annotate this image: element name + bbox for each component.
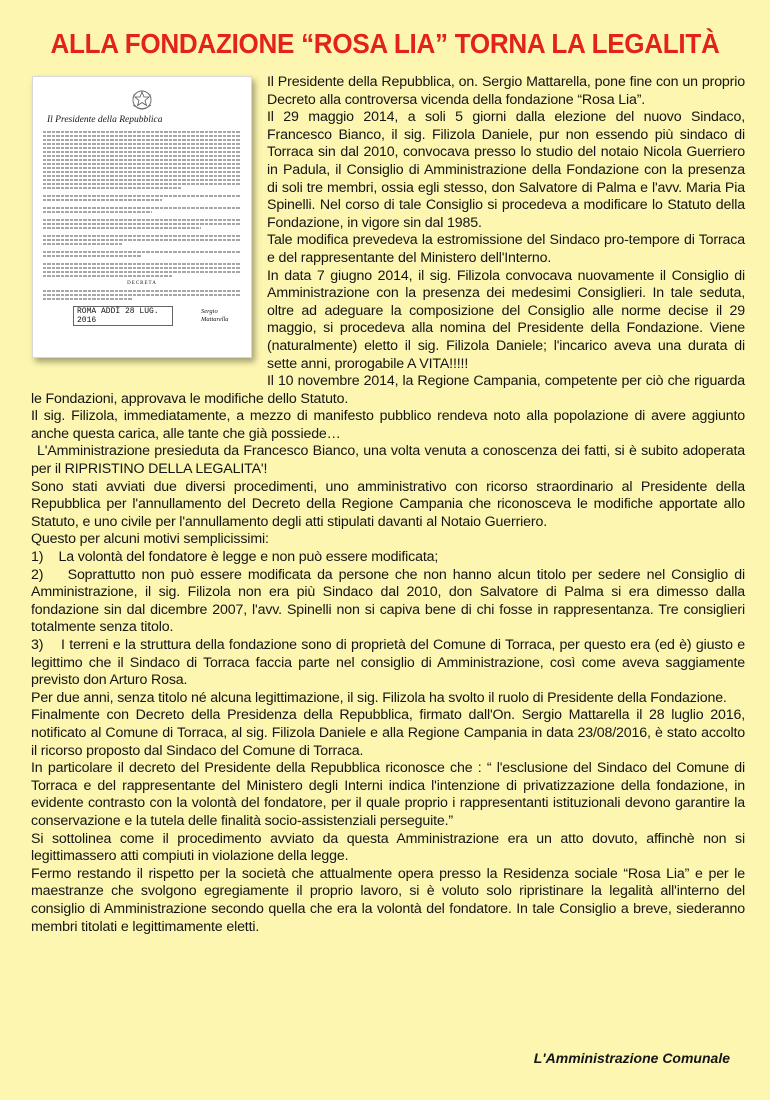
decree-date-stamp: ROMA ADDÌ 28 LUG. 2016 <box>73 306 173 326</box>
paragraph: Finalmente con Decreto della Presidenza della Repubblica, firmato dall'On. Sergio Mattarella il 28 luglio 2016, notificato al Comune di Torraca, al sig. Filizola Daniele e alla Regione Campania in data 23/08/2016, è stato accolto il ricorso proposto dal Sindaco del Comune di Torraca. <box>31 707 745 759</box>
paragraph: L'Amministrazione presieduta da Francesco Bianco, una volta venuta a conoscenza dei fatti, si è subito adoperata per il RIPRISTINO DELLA LEGALITA'! <box>31 443 745 478</box>
paragraph: Il 10 novembre 2014, la Regione Campania, competente per ciò che riguarda le Fondazioni, approvava le modifiche dello Statuto. <box>31 373 745 407</box>
paragraph: In data 7 giugno 2014, il sig. Filizola convocava nuovamente il Consiglio di Amministrazione con la presenza dei medesimi Consiglieri. In tale seduta, oltre ad adeguare la composizione del Consiglio alle norme decise il 29 maggio, si procedeva alla nomina del Presidente della Fondazione. Viene (naturalmente) eletto il sig. Filizola Daniele; l'incarico aveva una durata di sette anni, prorogabile A VITA!!!!! <box>267 267 745 372</box>
paragraph: Questo per alcuni motivi semplicissimi: <box>31 531 269 548</box>
list-item: 3) I terreni e la struttura della fondazione sono di proprietà del Comune di Torraca, per questo era (ed è) giusto e legittimo che il Sindaco di Torraca faccia parte nel consiglio di Amministrazione, così come aveva saggiamente previsto don Arturo Rosa. <box>31 637 749 689</box>
paragraph: Tale modifica prevedeva la estromissione del Sindaco pro-tempore di Torraca e del rappresentante del Ministero dell'Interno. <box>267 232 745 266</box>
paragraph: Sono stati avviati due diversi procedimenti, uno amministrativo con ricorso straordinario al Presidente della Repubblica per l'annullamento del Decreto della Regione Campania che riconosceva le modifiche apportate allo Statuto, e uno civile per l'annullamento degli atti stipulati davanti al Notaio Guerriero. <box>31 478 745 530</box>
paragraph: Il sig. Filizola, immediatamente, a mezzo di manifesto pubblico rendeva noto alla popolazione di avere aggiunto anche questa carica, alle tante che già possiede… <box>31 408 745 442</box>
paragraph: Si sottolinea come il procedimento avviato da questa Amministrazione era un atto dovuto, affinchè non si legittimassero atti compiuti in violazione della legge. <box>31 830 745 865</box>
decree-document-image <box>32 76 252 358</box>
decree-title: Il Presidente della Repubblica <box>47 115 163 125</box>
closing-signature: L'Amministrazione Comunale <box>533 1050 730 1066</box>
paragraph: Fermo restando il rispetto per la società che attualmente opera presso la Residenza sociale “Rosa Lia” e per le maestranze che svolgono egregiamente il proprio lavoro, si è voluto solo ripristinare la legalità all'interno del consiglio di Amministrazione secondo quella che era la volontà del fondatore. In tale Consiglio a breve, siederanno membri titolati e legittimamente eletti. <box>31 865 745 935</box>
decree-scanned-text <box>43 131 241 277</box>
decree-signature: Sergio Mattarella <box>201 308 229 323</box>
list-item: 2) Soprattutto non può essere modificata da persone che non hanno alcun titolo per sedere nel Consiglio di Amministrazione, il sig. Filizola non era più Sindaco dal 2010, don Salvatore di Palma si era dimesso dalla fondazione sin dal dicembre 2007, l'avv. Spinelli non si capiva bene di chi fosse in rappresentanza. Tre consiglieri totalmente senza titolo. <box>31 566 749 636</box>
list-item: 1) La volontà del fondatore è legge e non può essere modificata; <box>31 549 439 566</box>
paragraph: Il Presidente della Repubblica, on. Sergio Mattarella, pone fine con un proprio Decreto alla controversa vicenda della fondazione “Rosa Lia”. <box>267 74 745 108</box>
page-headline: ALLA FONDAZIONE “ROSA LIA” TORNA LA LEGALITÀ <box>50 28 720 59</box>
paragraph: In particolare il decreto del Presidente della Repubblica riconosce che : “ l'esclusione del Sindaco del Comune di Torraca e del rappresentante del Ministero degli Interni indica l'intenzione di privatizzazione della fondazione, in evidente contrasto con la volontà del fondatore, per il quale proprio i rappresentanti istituzionali devono garantire la conservazione e la tutela delle finalità socio-assistenziali perseguite.” <box>31 760 745 829</box>
paragraph: Il 29 maggio 2014, a soli 5 giorni dalla elezione del nuovo Sindaco, Francesco Bianco, il sig. Filizola Daniele, pur non essendo più sindaco di Torraca sin dal 2010, convocava presso lo studio del notaio Nicola Guerriero in Padula, il Consiglio di Amministrazione della Fondazione con la presenza di soli tre membri, ossia egli stesso, don Salvatore di Palma e l'avv. Maria Pia Spinelli. Nel corso di tale Consiglio si procedeva a modificare lo Statuto della Fondazione, in vigore sin dal 1985. <box>267 109 745 231</box>
paragraph: Per due anni, senza titolo né alcuna legittimazione, il sig. Filizola ha svolto il ruolo di Presidente della Fondazione. <box>31 689 727 706</box>
decree-decreta-label: DECRETA <box>127 281 157 286</box>
italian-emblem-icon <box>129 85 155 113</box>
